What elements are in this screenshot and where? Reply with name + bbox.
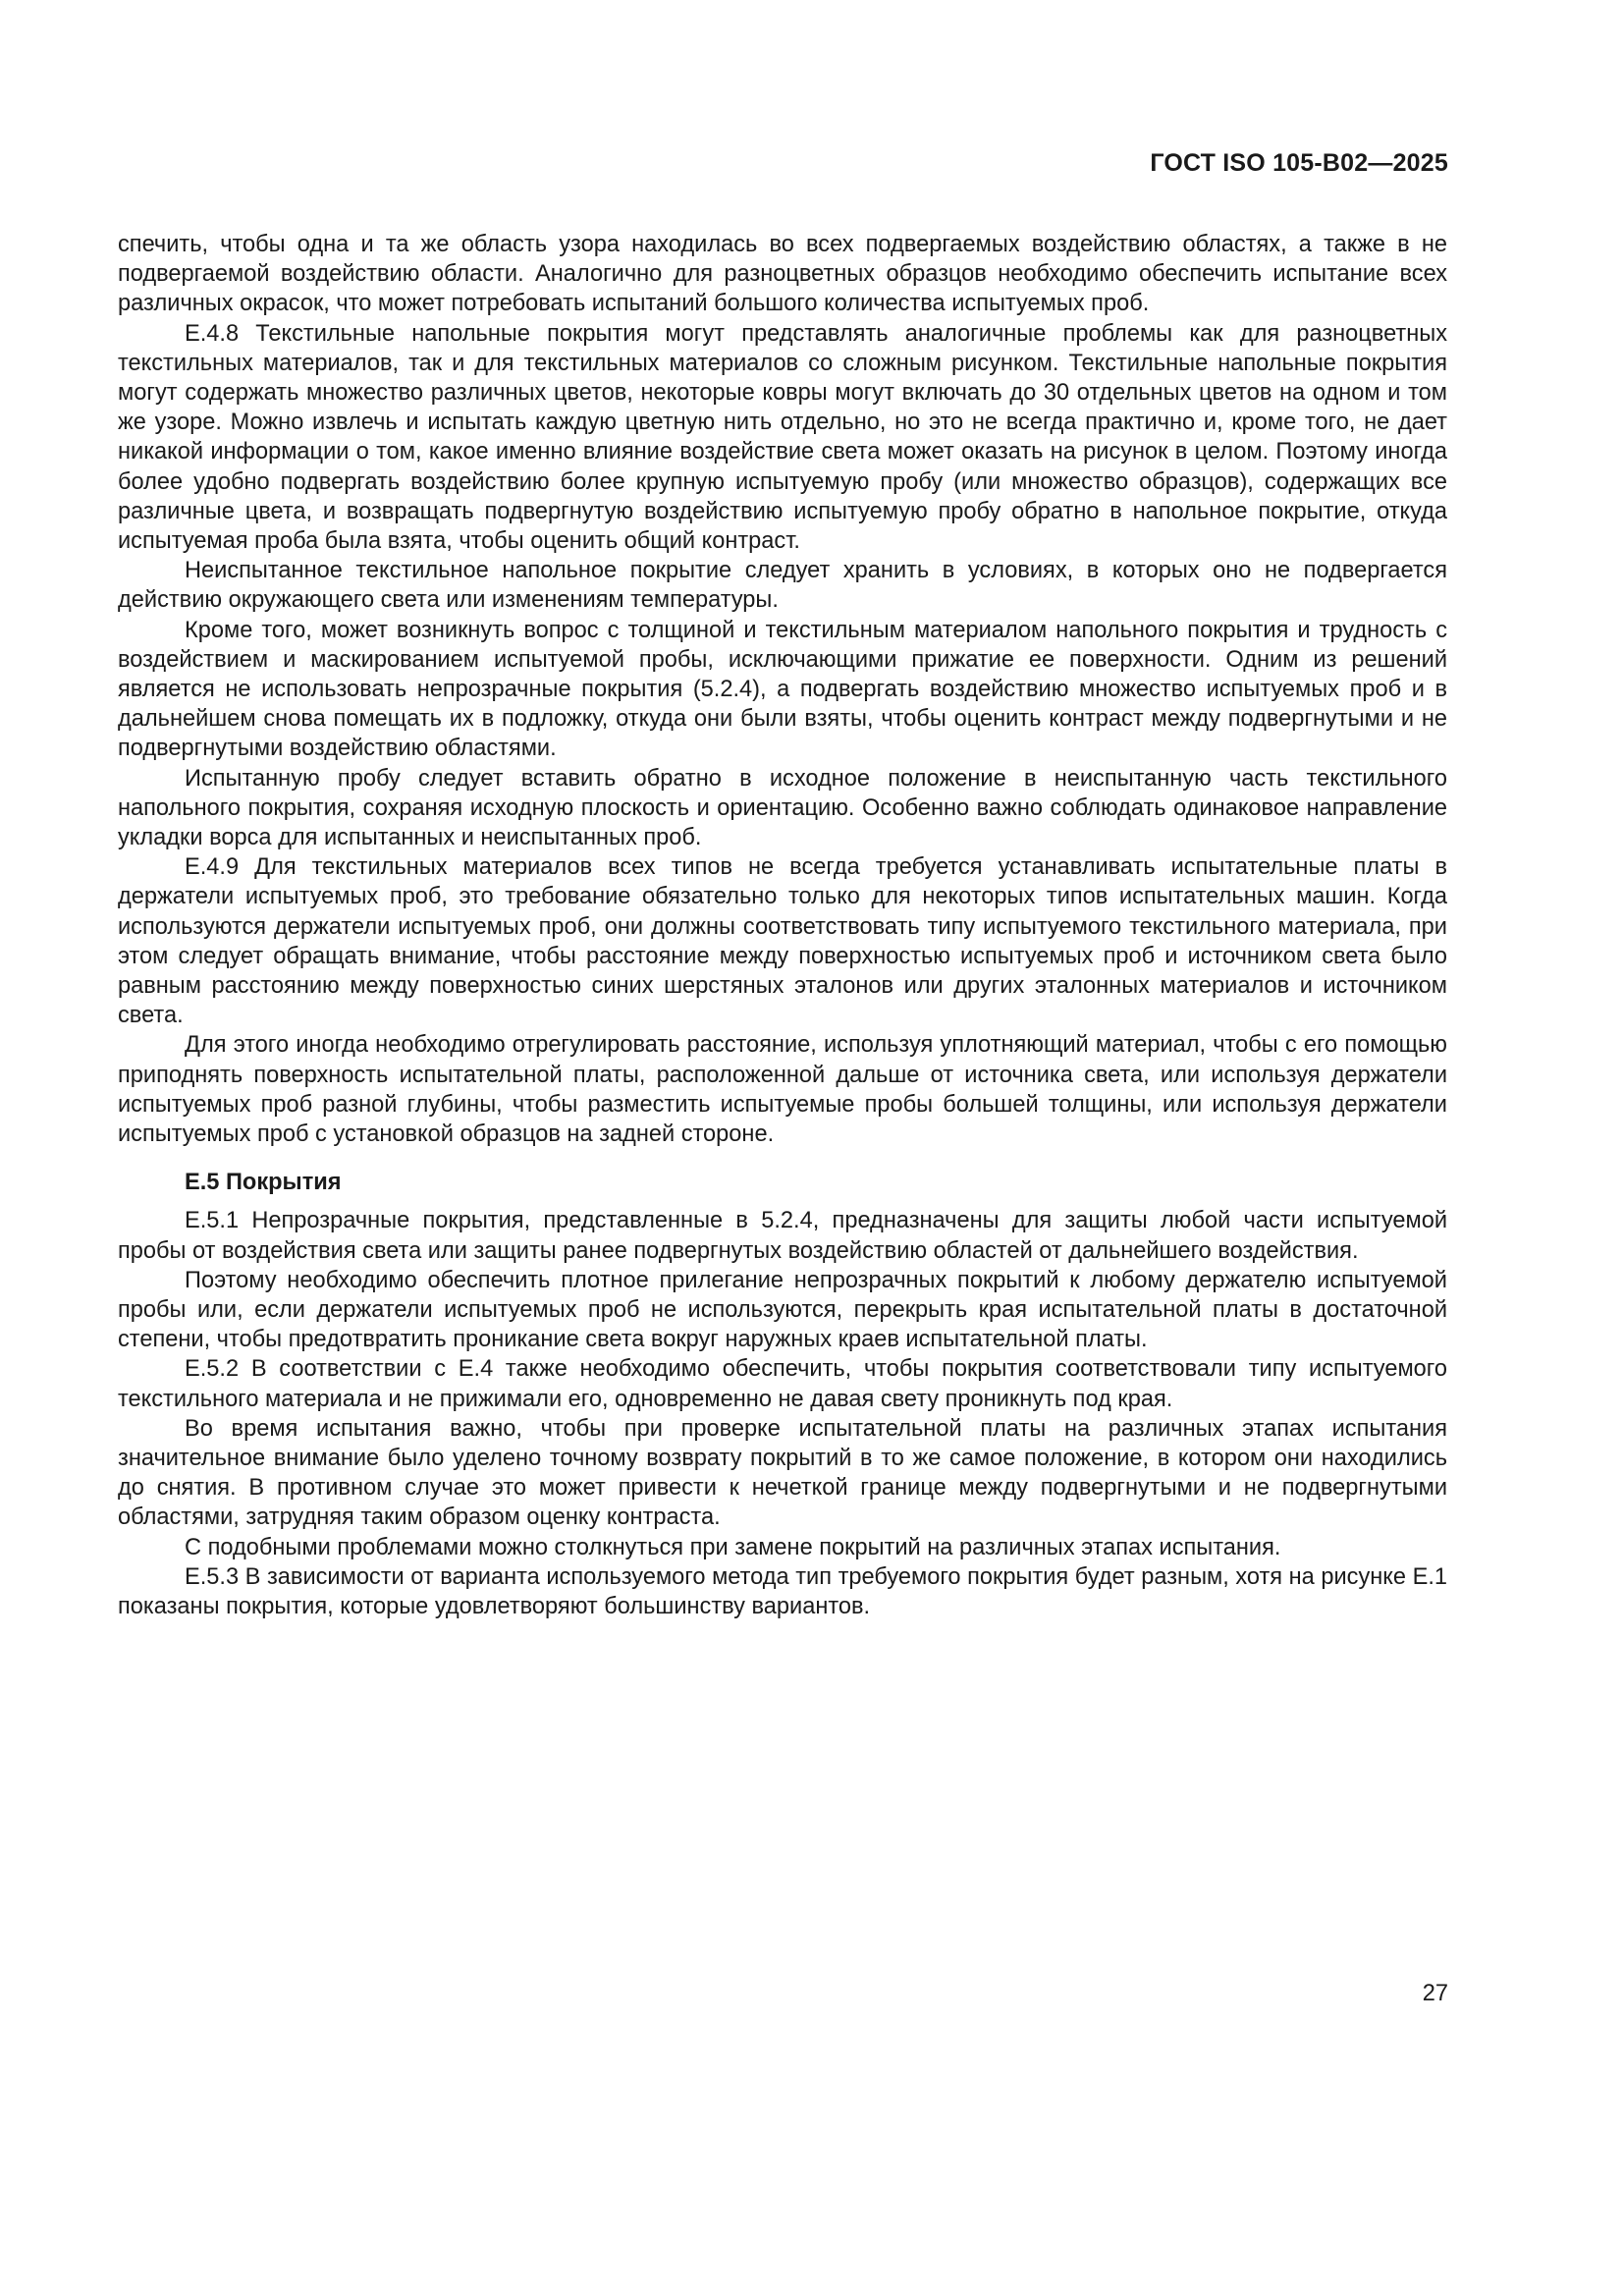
paragraph: Е.5.2 В соответствии с Е.4 также необходимо обеспечить, чтобы покрытия соответствовали типу испытуемого текстильного материала и не прижимали его, одновременно не давая свету проникнуть под края. bbox=[118, 1356, 1447, 1412]
paragraph: Е.4.8 Текстильные напольные покрытия могут представлять аналогичные проблемы как для разноцветных текстильных материалов, так и для текстильных материалов со сложным рисунком. Текстильные напольные покрытия могут содержать множество различных цветов, некоторые ковры могут включать до 30 отдельных цветов на одном и том же узоре. Можно извлечь и испытать каждую цветную нить отдельно, но это не всегда практично и, кроме того, не дает никакой информации о том, какое именно влияние воздействие света может оказать на рисунок в целом. Поэтому иногда более удобно подвергать воздействию более крупную испытуемую пробу (или множество образцов), содержащих все различные цвета, и возвращать подвергнутую воздействию испытуемую пробу обратно в напольное покрытие, откуда испытуемая проба была взята, чтобы оценить общий контраст. bbox=[118, 320, 1447, 555]
section-heading: Е.5 Покрытия bbox=[185, 1170, 342, 1196]
paragraph: Е.5.3 В зависимости от варианта используемого метода тип требуемого покрытия будет разным, хотя на рисунке Е.1 показаны покрытия, которые удовлетворяют большинству вариантов. bbox=[118, 1563, 1447, 1619]
paragraph: Е.4.9 Для текстильных материалов всех типов не всегда требуется устанавливать испытательные платы в держатели испытуемых проб, это требование обязательно только для некоторых типов испытательных машин. Когда используются держатели испытуемых проб, они должны соответствовать типу испытуемого текстильного материала, при этом следует обращать внимание, чтобы расстояние между поверхностью испытуемых проб и источником света было равным расстоянию между поверхностью синих шерстяных эталонов или других эталонных материалов и источником света. bbox=[118, 854, 1447, 1029]
paragraph: Е.5.1 Непрозрачные покрытия, представленные в 5.2.4, предназначены для защиты любой части испытуемой пробы от воздействия света или защиты ранее подвергнутых воздействию областей от дальнейшего воздействия. bbox=[118, 1208, 1447, 1264]
paragraph: Во время испытания важно, чтобы при проверке испытательной платы на различных этапах испытания значительное внимание было уделено точному возврату покрытий в то же самое положение, в котором они находились до снятия. В противном случае это может привести к нечеткой границе между подвергнутыми и не подвергнутыми областями, затрудняя таким образом оценку контраста. bbox=[118, 1415, 1447, 1531]
paragraph: Испытанную пробу следует вставить обратно в исходное положение в неиспытанную часть текстильного напольного покрытия, сохраняя исходную плоскость и ориентацию. Особенно важно соблюдать одинаковое направление укладки ворса для испытанных и неиспытанных проб. bbox=[118, 765, 1447, 851]
document-header: ГОСТ ISO 105-B02—2025 bbox=[1150, 149, 1448, 177]
paragraph: С подобными проблемами можно столкнуться при замене покрытий на различных этапах испытания. bbox=[185, 1534, 1281, 1560]
paragraph: Поэтому необходимо обеспечить плотное прилегание непрозрачных покрытий к любому держателю испытуемой пробы или, если держатели испытуемых проб не используются, перекрыть края испытательной платы в достаточной степени, чтобы предотвратить проникание света вокруг наружных краев испытательной платы. bbox=[118, 1267, 1447, 1353]
paragraph: Неиспытанное текстильное напольное покрытие следует хранить в условиях, в которых оно не подвергается действию окружающего света или изменениям температуры. bbox=[118, 558, 1447, 614]
document-body bbox=[118, 230, 1447, 1621]
paragraph: Кроме того, может возникнуть вопрос с толщиной и текстильным материалом напольного покрытия и трудность с воздействием и маскированием испытуемой пробы, исключающими прижатие ее поверхности. Одним из решений является не использовать непрозрачные покрытия (5.2.4), а подвергать воздействию множество испытуемых проб и в дальнейшем снова помещать их в подложку, откуда они были взяты, чтобы оценить контраст между подвергнутыми и не подвергнутыми воздействию областями. bbox=[118, 617, 1447, 762]
paragraph: Для этого иногда необходимо отрегулировать расстояние, используя уплотняющий материал, чтобы с его помощью приподнять поверхность испытательной платы, расположенной дальше от источника света, или используя держатели испытуемых проб разной глубины, чтобы разместить испытуемые пробы большей толщины, или используя держатели испытуемых проб с установкой образцов на задней стороне. bbox=[118, 1032, 1447, 1148]
page-number: 27 bbox=[1422, 1981, 1448, 2006]
paragraph: спечить, чтобы одна и та же область узора находилась во всех подвергаемых воздействию областях, а также в не подвергаемой воздействию области. Аналогично для разноцветных образцов необходимо обеспечить испытание всех различных окрасок, что может потребовать испытаний большого количества испытуемых проб. bbox=[118, 232, 1447, 317]
